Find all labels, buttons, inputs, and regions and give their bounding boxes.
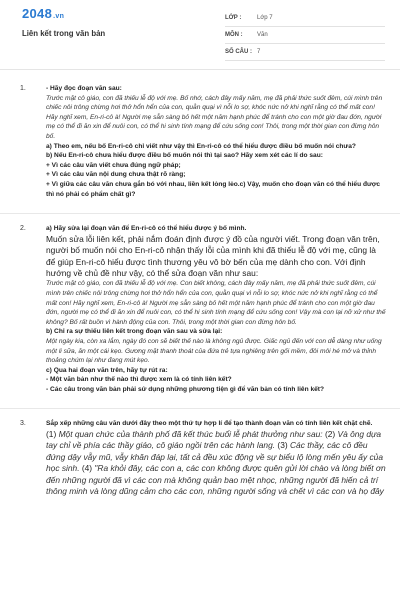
sub-question-b: b) Nếu En-ri-cô chưa hiểu được điều bố muốn nói thì tại sao? Hãy xem xét các lí do sau:	[46, 152, 323, 160]
sub-question-item: - Các câu trong văn bản phải sử dụng những phương tiện gì để văn bản có tính liên kết?	[46, 385, 325, 393]
sentence: Và ông dựa tay chỉ về phía các thầy giáo, cô giáo ngồi trên các hành lang.	[46, 429, 382, 451]
meta-value: Lớp 7	[257, 15, 273, 21]
question-list	[0, 70, 400, 498]
sub-question-b: b) Chỉ ra sự thiếu liên kết trong đoạn văn sau và sửa lại:	[46, 328, 223, 336]
meta-row-count	[225, 44, 385, 61]
lesson-meta	[225, 10, 385, 61]
logo-suffix: .vn	[53, 13, 65, 20]
sentence-list	[46, 429, 386, 497]
sentence: Một quan chức của thành phố đã kết thúc buổi lễ phát thưởng như sau:	[56, 429, 325, 440]
sentence-number: (4)	[81, 463, 93, 474]
passage: Trước mặt cô giáo, con đã thiếu lễ độ với mẹ. Con biết không, cách đây mấy năm, mẹ đã phải thức suốt đêm, cúi mình trên chiếc nôi trông chừng hơi thở hổn hển của con, quằn quại vì nỗi lo sợ, khóc nức nở khi nghĩ rằng có thể mất con! Hãy nghĩ xem, En-ri-cô à! Người mẹ sẵn sàng bỏ hết một năm hạnh phúc để tránh cho con một giờ đau đớn, người mẹ có thể đi ăn xin để nuôi con, có thể hi sinh tính mạng để cứu sống con! Vậy mà con lại nỡ xử như thế không? Bố rất buồn vì hành động của con. Thôi, trong một thời gian con đừng hôn bố.	[46, 280, 386, 326]
sentence: Các thầy, các cô đều đứng dậy vẫy mũ, vẫy khăn đáp lại, tất cả đều xúc động về sự biểu lộ lòng mến yêu ấy của học sinh.	[46, 440, 383, 474]
meta-row-class	[225, 10, 385, 27]
question-intro: - Hãy đọc đoạn văn sau:	[46, 85, 122, 92]
sub-question-a: a) Hãy sửa lại đoạn văn để En-ri-cô có thể hiểu được ý bố mình.	[46, 225, 247, 233]
question-number: 1.	[20, 85, 26, 92]
sub-question-a: a) Theo em, nếu bố En-ri-cô chỉ viết như vậy thì En-ri-cô có thể hiểu được điều bố muốn nói chưa?	[46, 142, 356, 150]
question-1	[18, 84, 386, 199]
meta-value: 7	[257, 49, 261, 55]
meta-key: LỚP :	[225, 15, 242, 21]
passage: Một ngày kia, còn xa lắm, ngày đó con sẽ biết thế nào là không ngủ được. Giấc ngủ đến với con dễ dàng như uống một li sữa, ăn một cái kẹo. Gương mặt thanh thoát của đứa trẻ tựa nghiêng trên gối mềm, đôi môi hé mở và thỉnh thoảng chúm lại như đang mút kẹo.	[46, 337, 382, 365]
logo-text: 2048	[22, 6, 53, 21]
question-body	[46, 419, 386, 497]
sentence-number: (1)	[46, 429, 57, 440]
meta-key: SỐ CÂU :	[225, 49, 252, 55]
question-body	[46, 84, 386, 199]
meta-value: Văn	[257, 32, 268, 38]
question-3	[18, 419, 386, 497]
reason-item: + Vì giữa các câu văn chưa gắn bó với nhau, liền kết lỏng lẻo.c) Vậy, muốn cho đoạn văn có thể hiểu được thì nó phải có phẩm chất gì?	[46, 180, 381, 198]
passage: Trước mặt cô giáo, con đã thiếu lễ độ với mẹ. Bố nhớ, cách đây mấy năm, mẹ đã phải thức suốt đêm, cúi mình trên chiếc nôi trông chừng hơi thở hổn hển của con, quằn quại vì nỗi lo sợ, khóc nức nở khi nghĩ rằng có thể mất con! Hãy nghĩ xem, En-ri-cô à! Người mẹ sẵn sàng bỏ hết một năm hạnh phúc để tránh cho con một giờ đau đớn, người mẹ có thể đi ăn xin để nuôi con, có thể hi sinh tính mạng để cứu sống con! Thôi, trong một thời gian con đừng hôn bố.	[46, 94, 383, 140]
sub-question-c: c) Qua hai đoạn văn trên, hãy tự rút ra:	[46, 366, 168, 374]
divider	[0, 408, 400, 409]
page-title: Liên kết trong văn bản	[22, 29, 106, 38]
sub-question-item: - Một văn bản như thế nào thì được xem là có tính liên kết?	[46, 376, 232, 384]
question-2	[18, 224, 386, 394]
sentence-number: (3)	[277, 440, 288, 451]
explanation: Muốn sửa lỗi liên kết, phải nắm đoán định được ý đồ của người viết. Trong đoạn văn trên, người bố muốn nói cho En-ri-cô nhận thấy lỗi của mình khi đã thiếu lễ độ với mẹ, cũng là để giúp En-ri-cô hiểu được tình thương yêu vô bờ bến của mẹ dành cho con. Với định hướng về chủ đề như vậy, có thể sửa đoạn văn như sau:	[46, 233, 380, 278]
question-intro: Sắp xếp những câu văn dưới đây theo một thứ tự hợp lí để tạo thành đoạn văn có tính liên kết chặt chẽ.	[46, 420, 373, 428]
reason-item: + Vì các câu văn viết chưa đúng ngữ pháp;	[46, 161, 181, 169]
question-number: 2.	[20, 225, 26, 233]
meta-key: MÔN :	[225, 32, 243, 38]
page-header	[0, 0, 400, 70]
sentence-number: (2)	[324, 429, 336, 440]
divider	[0, 213, 400, 214]
sentence: "Ra khỏi đây, các con a, các con không được quên gửi lời chào và lòng biết ơn đến những người đã vì các con mà không quản bao mệt nhọc, những người đã hiến cả trí thông minh và lòng dũng cảm cho các con, những người sống và chết vì các con và họ đây	[46, 463, 386, 497]
meta-row-subject	[225, 27, 385, 44]
reason-item: + Vì các câu văn nội dung chưa thật rõ ràng;	[46, 171, 186, 179]
question-body	[46, 224, 386, 394]
question-number: 3.	[20, 420, 26, 428]
